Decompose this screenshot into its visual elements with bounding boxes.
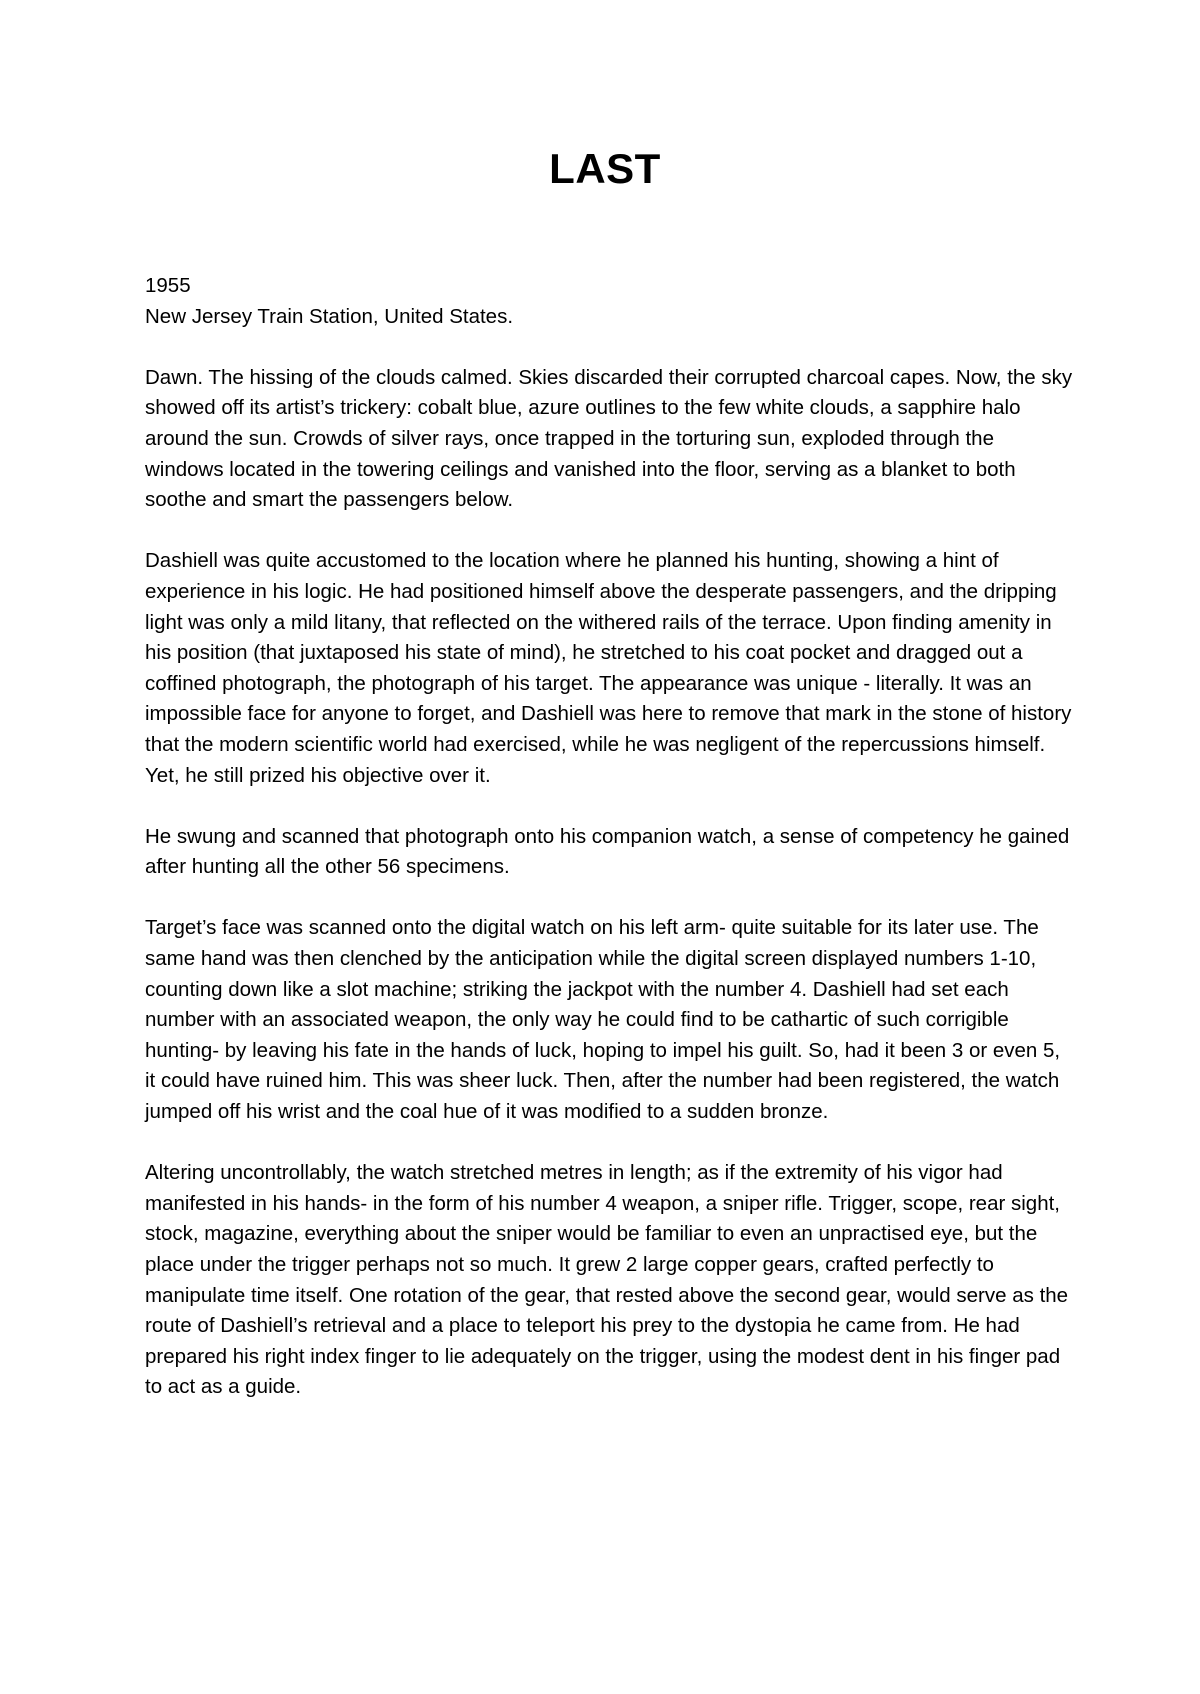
- paragraph-scan-photograph: He swung and scanned that photograph onto his companion watch, a sense of competency he gained after hunting all the other 56 specimens.: [145, 824, 1070, 879]
- paragraph-dawn: Dawn. The hissing of the clouds calmed. Skies discarded their corrupted charcoal capes. Now, the sky showed off its artist’s trickery: cobalt blue, azure outlines to the few white clouds, a sapphire halo around the sun. Crowds of silver rays, once trapped in the torturing sun, exploded through the windows located in the towering ceilings and vanished into the floor, serving as a blanket to both soothe and smart the passengers below.: [145, 365, 1073, 512]
- document-title: LAST: [549, 145, 661, 192]
- paragraph-dashiell-position: Dashiell was quite accustomed to the location where he planned his hunting, showing a hint of experience in his logic. He had positioned himself above the desperate passengers, and the dripping light was only a mild litany, that reflected on the withered rails of the terrace. Upon finding amenity in his position (that juxtaposed his state of mind), he stretched to his coat pocket and dragged out a coffined photograph, the photograph of his target. The appearance was unique - literally. It was an impossible face for anyone to forget, and Dashiell was here to remove that mark in the stone of history that the modern scientific world had exercised, while he was negligent of the repercussions himself. Yet, he still prized his objective over it.: [145, 549, 1072, 787]
- paragraph-spacer: [145, 1128, 1075, 1159]
- dateline-year: 1955: [145, 274, 191, 297]
- paragraph-spacer: [145, 516, 1075, 547]
- paragraph-spacer: [145, 883, 1075, 914]
- dateline-location: New Jersey Train Station, United States.: [145, 304, 514, 328]
- paragraph-sniper-rifle: Altering uncontrollably, the watch stretched metres in length; as if the extremity of his vigor had manifested in his hands- in the form of his number 4 weapon, a sniper rifle. Trigger, scope, rear sight, stock, magazine, everything about the sniper would be familiar to even an unpractised eye, but the place under the trigger perhaps not so much. It grew 2 large copper gears, crafted perfectly to manipulate time itself. One rotation of the gear, that rested above the second gear, would serve as the route of Dashiell’s retrieval and a place to teleport his prey to the dystopia he came from. He had prepared his right index finger to lie adequately on the trigger, using the modest dent in his finger pad to act as a guide.: [145, 1161, 1069, 1399]
- document-body: [145, 271, 1075, 1403]
- paragraph-spacer: [145, 332, 1075, 363]
- paragraph-digital-watch: Target’s face was scanned onto the digital watch on his left arm- quite suitable for its later use. The same hand was then clenched by the anticipation while the digital screen displayed numbers 1-10, counting down like a slot machine; striking the jackpot with the number 4. Dashiell had set each number with an associated weapon, the only way he could find to be cathartic of such corrigible hunting- by leaving his fate in the hands of luck, hoping to impel his guilt. So, had it been 3 or even 5, it could have ruined him. This was sheer luck. Then, after the number had been registered, the watch jumped off his wrist and the coal hue of it was modified to a sudden bronze.: [145, 916, 1061, 1124]
- paragraph-spacer: [145, 791, 1075, 822]
